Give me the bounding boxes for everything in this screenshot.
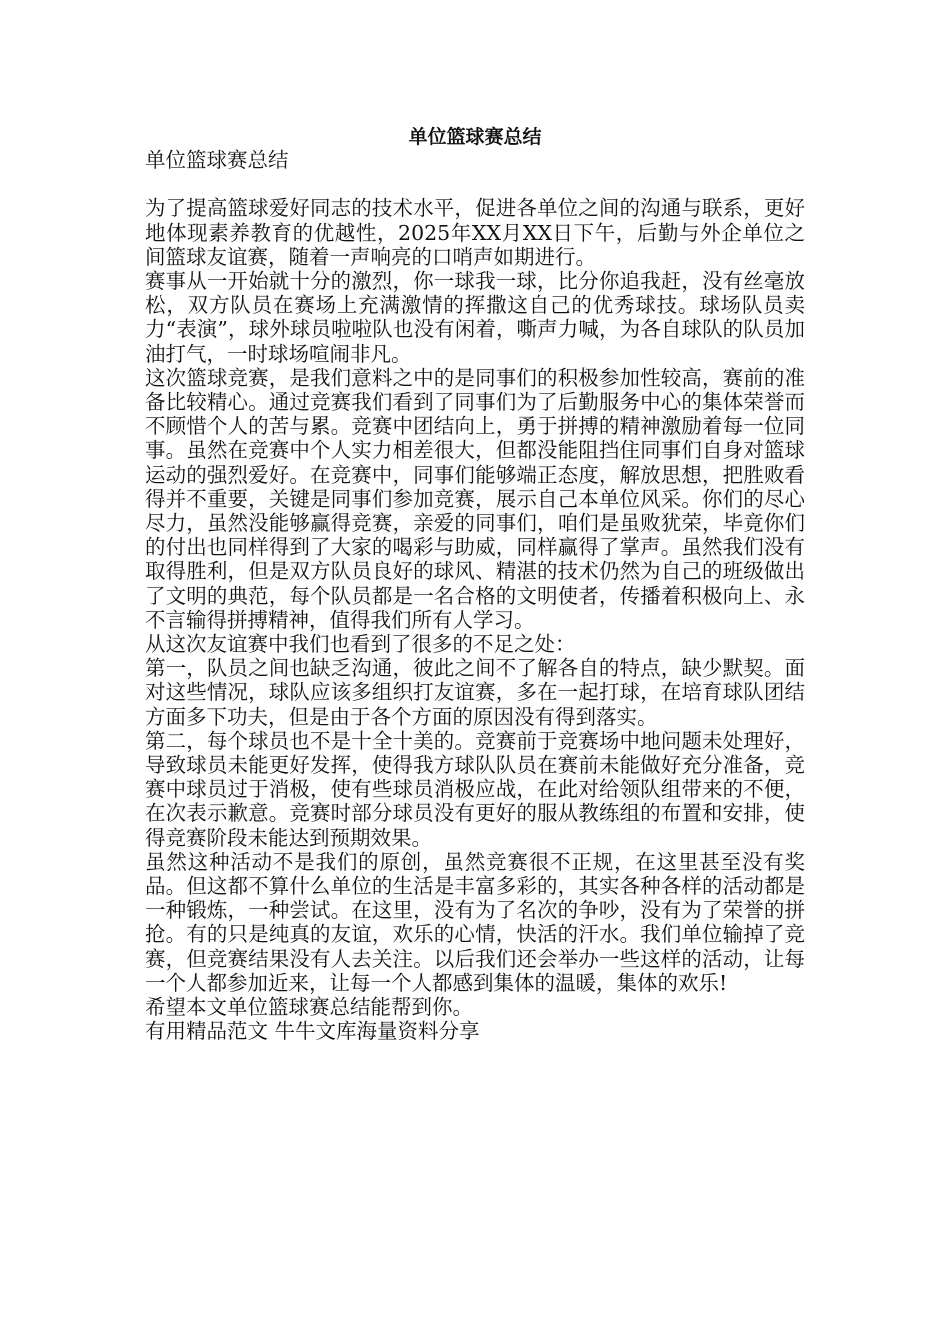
document-body [145, 148, 805, 1044]
paragraph-shortcomings-intro: 从这次友谊赛中我们也看到了很多的不足之处： [145, 632, 576, 657]
blank-line [145, 172, 805, 196]
paragraph-competition: 这次篮球竞赛，是我们意料之中的是同事们的积极参加性较高，赛前的准备比较精心。通过竞赛我们看到了同事们为了后勤服务中心的集体荣誉而不顾惜个人的苦与累。竞赛中团结向上，勇于拼搏的精神激励着每一位同事。虽然在竞赛中个人实力相差很大，但都没能阻挡住同事们自身对篮球运动的强烈爱好。在竞赛中，同事们能够端正态度，解放思想，把胜败看得并不重要，关键是同事们参加竞赛，展示自己本单位风采。你们的尽心尽力，虽然没能够赢得竞赛，亲爱的同事们，咱们是虽败犹荣，毕竟你们的付出也同样得到了大家的喝彩与助威，同样赢得了掌声。虽然我们没有取得胜利，但是双方队员良好的球风、精湛的技术仍然为自己的班级做出了文明的典范，每个队员都是一名合格的文明使者，传播着积极向上、永不言输得拼搏精神，值得我们所有人学习。 [145, 365, 805, 632]
paragraph-conclusion: 虽然这种活动不是我们的原创，虽然竞赛很不正规，在这里甚至没有奖品。但这都不算什么单位的生活是丰富多彩的，其实各种各样的活动都是一种锻炼，一种尝试。在这里，没有为了名次的争吵，没有为了荣誉的拼抢。有的只是纯真的友谊，欢乐的心情，快活的汗水。我们单位输掉了竞赛，但竞赛结果没有人去关注。以后我们还会举办一些这样的活动，让每一个人都参加近来，让每一个人都感到集体的温暖，集体的欢乐! [145, 849, 805, 995]
paragraph-footer: 有用精品范文 牛牛文库海量资料分享 [145, 1019, 480, 1044]
paragraph-match: 赛事从一开始就十分的激烈，你一球我一球，比分你追我赶，没有丝毫放松，双方队员在赛场上充满激情的挥撒这自己的优秀球技。球场队员卖力“表演”，球外球员啦啦队也没有闲着，嘶声力喊，为各自球队的队员加油打气，一时球场喧闹非凡。 [145, 269, 805, 366]
paragraph-intro: 为了提高篮球爱好同志的技术水平，促进各单位之间的沟通与联系，更好地体现素养教育的优越性，2025年XX月XX日下午，后勤与外企单位之间篮球友谊赛，随着一声响亮的口哨声如期进行。 [145, 196, 805, 269]
paragraph-second-point: 第二，每个球员也不是十全十美的。竞赛前于竞赛场中地问题未处理好，导致球员未能更好发挥，使得我方球队队员在赛前未能做好充分准备，竞赛中球员过于消极，使有些球员消极应战，在此对给领队组带来的不便，在次表示歉意。竞赛时部分球员没有更好的服从教练组的布置和安排，使得竞赛阶段未能达到预期效果。 [145, 728, 805, 850]
paragraph-first-point: 第一，队员之间也缺乏沟通，彼此之间不了解各自的特点，缺少默契。面对这些情况，球队应该多组织打友谊赛，多在一起打球，在培育球队团结方面多下功夫，但是由于各个方面的原因没有得到落实。 [145, 656, 805, 729]
paragraph-closing: 希望本文单位篮球赛总结能帮到你。 [145, 995, 473, 1020]
subtitle-line: 单位篮球赛总结 [145, 148, 289, 172]
document-title: 单位篮球赛总结 [408, 126, 542, 148]
